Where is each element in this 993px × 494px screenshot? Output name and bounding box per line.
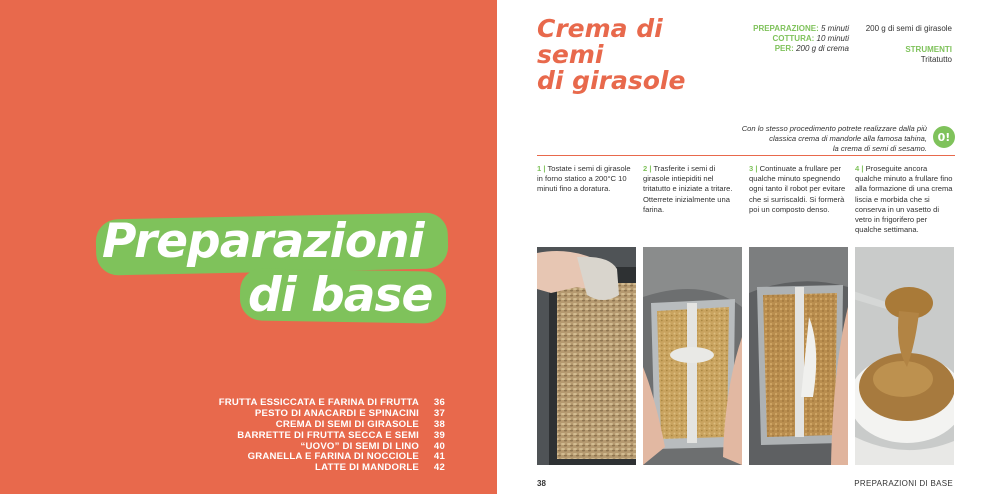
tools-heading: STRUMENTI	[905, 45, 952, 54]
step-3-photo	[749, 247, 848, 465]
step-number: 1 |	[537, 164, 546, 173]
toc-entry[interactable]	[165, 451, 445, 462]
step-1-photo	[537, 247, 636, 465]
toc-entry[interactable]	[165, 430, 445, 441]
toc-entry-page: 37	[433, 407, 445, 419]
serves-value: 200 g di crema	[796, 44, 849, 53]
step-2-photo	[643, 247, 742, 465]
toc-entry[interactable]	[165, 462, 445, 473]
toc-entry-page: 42	[433, 462, 445, 474]
section-divider	[537, 155, 955, 156]
step-text: Proseguite ancora qualche minuto a frullare fino alla formazione di una crema liscia e morbida che si conserva in un vasetto di vetro in frigorifero per qualche settimana.	[855, 164, 953, 235]
serves-label: PER:	[774, 44, 794, 53]
toc-entry-page: 39	[433, 429, 445, 441]
toc-entry[interactable]	[165, 441, 445, 452]
toc-entry-page: 38	[433, 418, 445, 430]
step-number: 2 |	[643, 164, 652, 173]
toc-entry-label: “UOVO” DI SEMI DI LINO	[300, 440, 419, 452]
prep-value: 5 minuti	[820, 24, 849, 33]
toc-entry-label: PESTO DI ANACARDI E SPINACINI	[254, 407, 419, 419]
right-page	[497, 0, 993, 494]
ingredients: 200 g di semi di girasole	[865, 24, 952, 33]
toc-entry[interactable]	[165, 397, 445, 408]
prep-label: PREPARAZIONE:	[753, 24, 819, 33]
step-number: 4 |	[855, 164, 864, 173]
step-text: Continuate a frullare per qualche minuto spegnendo ogni tanto il robot per evitare che si surriscaldi. Si formerà poi un composto denso.	[749, 164, 846, 214]
toc-entry[interactable]	[165, 419, 445, 430]
toc-entry-label: BARRETTE DI FRUTTA SECCA E SEMI	[237, 429, 419, 441]
toc-entry-page: 40	[433, 440, 445, 452]
cook-label: COTTURA:	[772, 34, 815, 43]
cook-value: 10 minuti	[816, 34, 849, 43]
recipe-title-line2: di girasole	[537, 66, 686, 95]
toc-entry-label: LATTE DI MANDORLE	[315, 462, 419, 474]
toc-entry-page: 36	[433, 397, 445, 408]
section-title	[88, 212, 468, 332]
table-of-contents	[165, 397, 445, 473]
running-head: PREPARAZIONI DI BASE	[854, 479, 953, 488]
step-3	[749, 164, 849, 215]
step-4	[855, 164, 955, 235]
tip-line: classica crema di mandorle alla famosa tahina,	[769, 134, 927, 143]
toc-entry-page: 41	[433, 451, 445, 463]
step-1	[537, 164, 637, 195]
section-title-line2: di base	[248, 268, 433, 323]
step-2	[643, 164, 743, 215]
tip-text	[697, 124, 927, 154]
recipe-meta	[747, 24, 849, 54]
step-number: 3 |	[749, 164, 758, 173]
section-title-line1: Preparazioni	[102, 214, 424, 269]
step-text: Tostate i semi di girasole in forno statico a 200°C 10 minuti fino a doratura.	[537, 164, 631, 194]
step-text: Trasferite i semi di girasole intiepiditi nel tritatutto e iniziate a tritare. Otterrete inizialmente una farina.	[643, 164, 733, 214]
toc-entry[interactable]	[165, 408, 445, 419]
toc-entry-label: GRANELLA E FARINA DI NOCCIOLE	[247, 451, 419, 463]
toc-entry-label: FRUTTA ESSICCATA E FARINA DI FRUTTA	[218, 397, 419, 408]
tip-line: la crema di semi di sesamo.	[832, 144, 927, 153]
tools-value: Tritatutto	[920, 55, 952, 64]
recipe-title-line1: Crema di semi	[537, 14, 663, 69]
tip-line: Con lo stesso procedimento potrete realizzare dalla più	[741, 124, 927, 133]
tip-badge-icon: 0!	[933, 126, 955, 148]
page-number: 38	[537, 479, 546, 488]
recipe-title	[537, 16, 737, 94]
toc-entry-label: CREMA DI SEMI DI GIRASOLE	[275, 418, 419, 430]
step-4-photo	[855, 247, 954, 465]
